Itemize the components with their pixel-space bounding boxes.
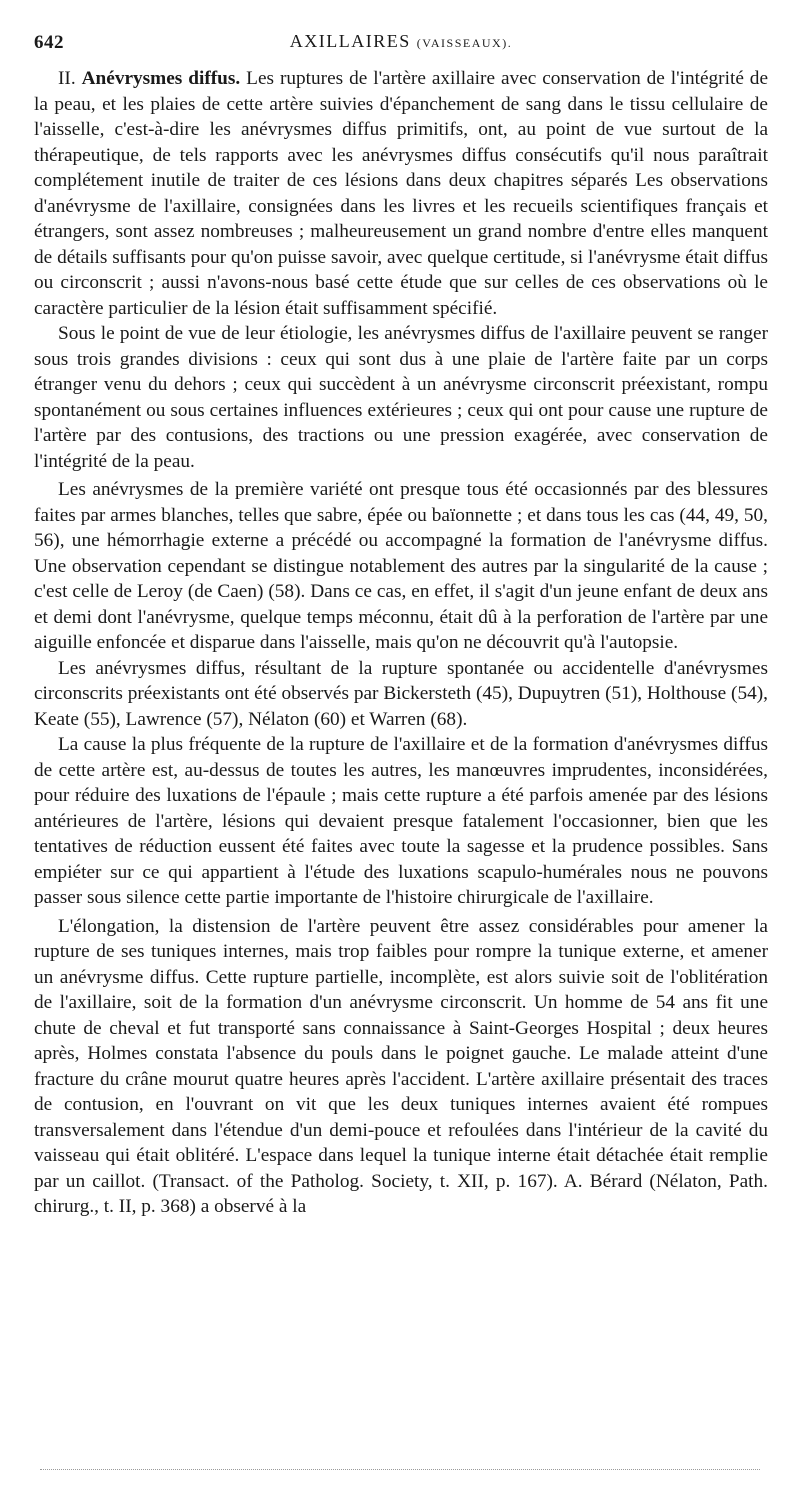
paragraph-4: Les anévrysmes diffus, résultant de la rupture spontanée ou accidentelle d'anévrysmes circonscrits préexistants ont été observés par Bickersteth (45), Dupuytren (51), Holthouse (54), Keate (55), Lawrence (57), Nélaton (60) et Warren (68). (34, 657, 768, 730)
paragraph-1-text: Les ruptures de l'artère axillaire avec conservation de l'intégrité de la peau, et les plaies de cette artère suivies d'épanchement de sang dans le tissu cellulaire de l'aisselle, c'est-à-dire les anévrysmes diffus primitifs, ont, au point de vue surtout de la thérapeutique, de tels rapports avec les anévrysmes diffus consécutifs qu'il nous paraîtrait complétement inutile de traiter de ces lésions dans deux chapitres séparés Les observations d'anévrysme de l'axillaire, consignées dans les livres et les recueils scientifiques français et étrangers, sont assez nombreuses ; malheureusement un grand nombre d'entre elles manquent de détails suffisants pour qu'on puisse savoir, avec quelque certitude, si l'anévrysme était diffus ou circonscrit ; aussi n'avons-nous basé cette étude que sur celles de ces observations où le caractère particulier de la lésion était suffisamment spécifié. (34, 68, 769, 319)
paragraph-6: L'élongation, la distension de l'artère peuvent être assez considérables pour amener la rupture de ses tuniques internes, mais trop faibles pour rompre la tunique externe, et amener un anévrysme diffus. Cette rupture partielle, incomplète, est alors suivie soit de l'oblitération de l'axillaire, soit de la formation d'un anévrysme circonscrit. Un homme de 54 ans fit une chute de cheval et fut transporté sans connaissance à Saint-Georges Hospital ; deux heures après, Holmes constata l'absence du pouls dans le poignet gauche. Le malade atteint d'une fracture du crâne mourut quatre heures après l'accident. L'artère axillaire présentait des traces de contusion, en l'ouvrant on vit que les deux tuniques internes avaient été rompues transversalement dans l'étendue d'un demi-pouce et refoulées dans l'intérieur de la cavité du vaisseau qui était oblitéré. L'espace dans lequel la tunique interne était détachée était remplie par un caillot. (Transact. of the Patholog. Society, t. XII, p. 167). A. Bérard (Nélaton, Path. chirurg., t. II, p. 368) a observé à la (34, 915, 768, 1217)
paragraph-2: Sous le point de vue de leur étiologie, les anévrysmes diffus de l'axillaire peuvent se ranger sous trois grandes divisions : ceux qui sont dus à une plaie de l'artère faite par un corps étranger venu du dehors ; ceux qui succèdent à un anévrysme circonscrit préexistant, rompu spontanément ou sous certaines influences extérieures ; ceux qui ont pour cause une rupture de l'artère par des contusions, des tractions ou une pression exagérée, avec conservation de l'intégrité de la peau. (34, 323, 768, 472)
paragraph-3: Les anévrysmes de la première variété ont presque tous été occasionnés par des blessures faites par armes blanches, telles que sabre, épée ou baïonnette ; et dans tous les cas (44, 49, 50, 56), une hémorrhagie externe a précédé ou accompagné la formation de l'anévrysme diffus. Une observation cependant se distingue notablement des autres par la singularité de la cause ; c'est celle de Leroy (de Caen) (58). Dans ce cas, en effet, il s'agit d'un jeune enfant de deux ans et demi dont l'anévrysme, quelque temps méconnu, était dû à la perforation de l'artère par une aiguille enfoncée et disparue dans l'aisselle, mais qu'on ne découvrit qu'à l'autopsie. (34, 479, 768, 653)
page-header (34, 28, 768, 58)
running-title-sub: (VAISSEAUX). (416, 36, 513, 50)
running-title (34, 31, 768, 52)
paragraph-5: La cause la plus fréquente de la rupture de l'axillaire et de la formation d'anévrysmes diffus de cette artère est, au-dessus de toutes les autres, les manœuvres imprudentes, inconsidérées, pour réduire des luxations de l'épaule ; mais cette rupture a été parfois amenée par des lésions antérieures de l'artère, lésions qui devaient presque fatalement l'occasionner, bien que les tentatives de réduction eussent été faites avec toute la sagesse et la prudence possibles. Sans empiéter sur ce qui appartient à l'étude des luxations scapulo-humérales nous ne pouvons passer sous silence cette partie importante de l'histoire chirurgicale de l'axillaire. (34, 734, 768, 908)
running-title-main: AXILLAIRES (289, 31, 411, 51)
section-number: II. (58, 68, 76, 89)
paragraph-1 (34, 66, 768, 321)
section-title: Anévrysmes diffus. (81, 68, 241, 89)
document-page (34, 28, 768, 1220)
page-number: 642 (34, 32, 64, 53)
footer-dotted-rule (40, 1469, 760, 1471)
